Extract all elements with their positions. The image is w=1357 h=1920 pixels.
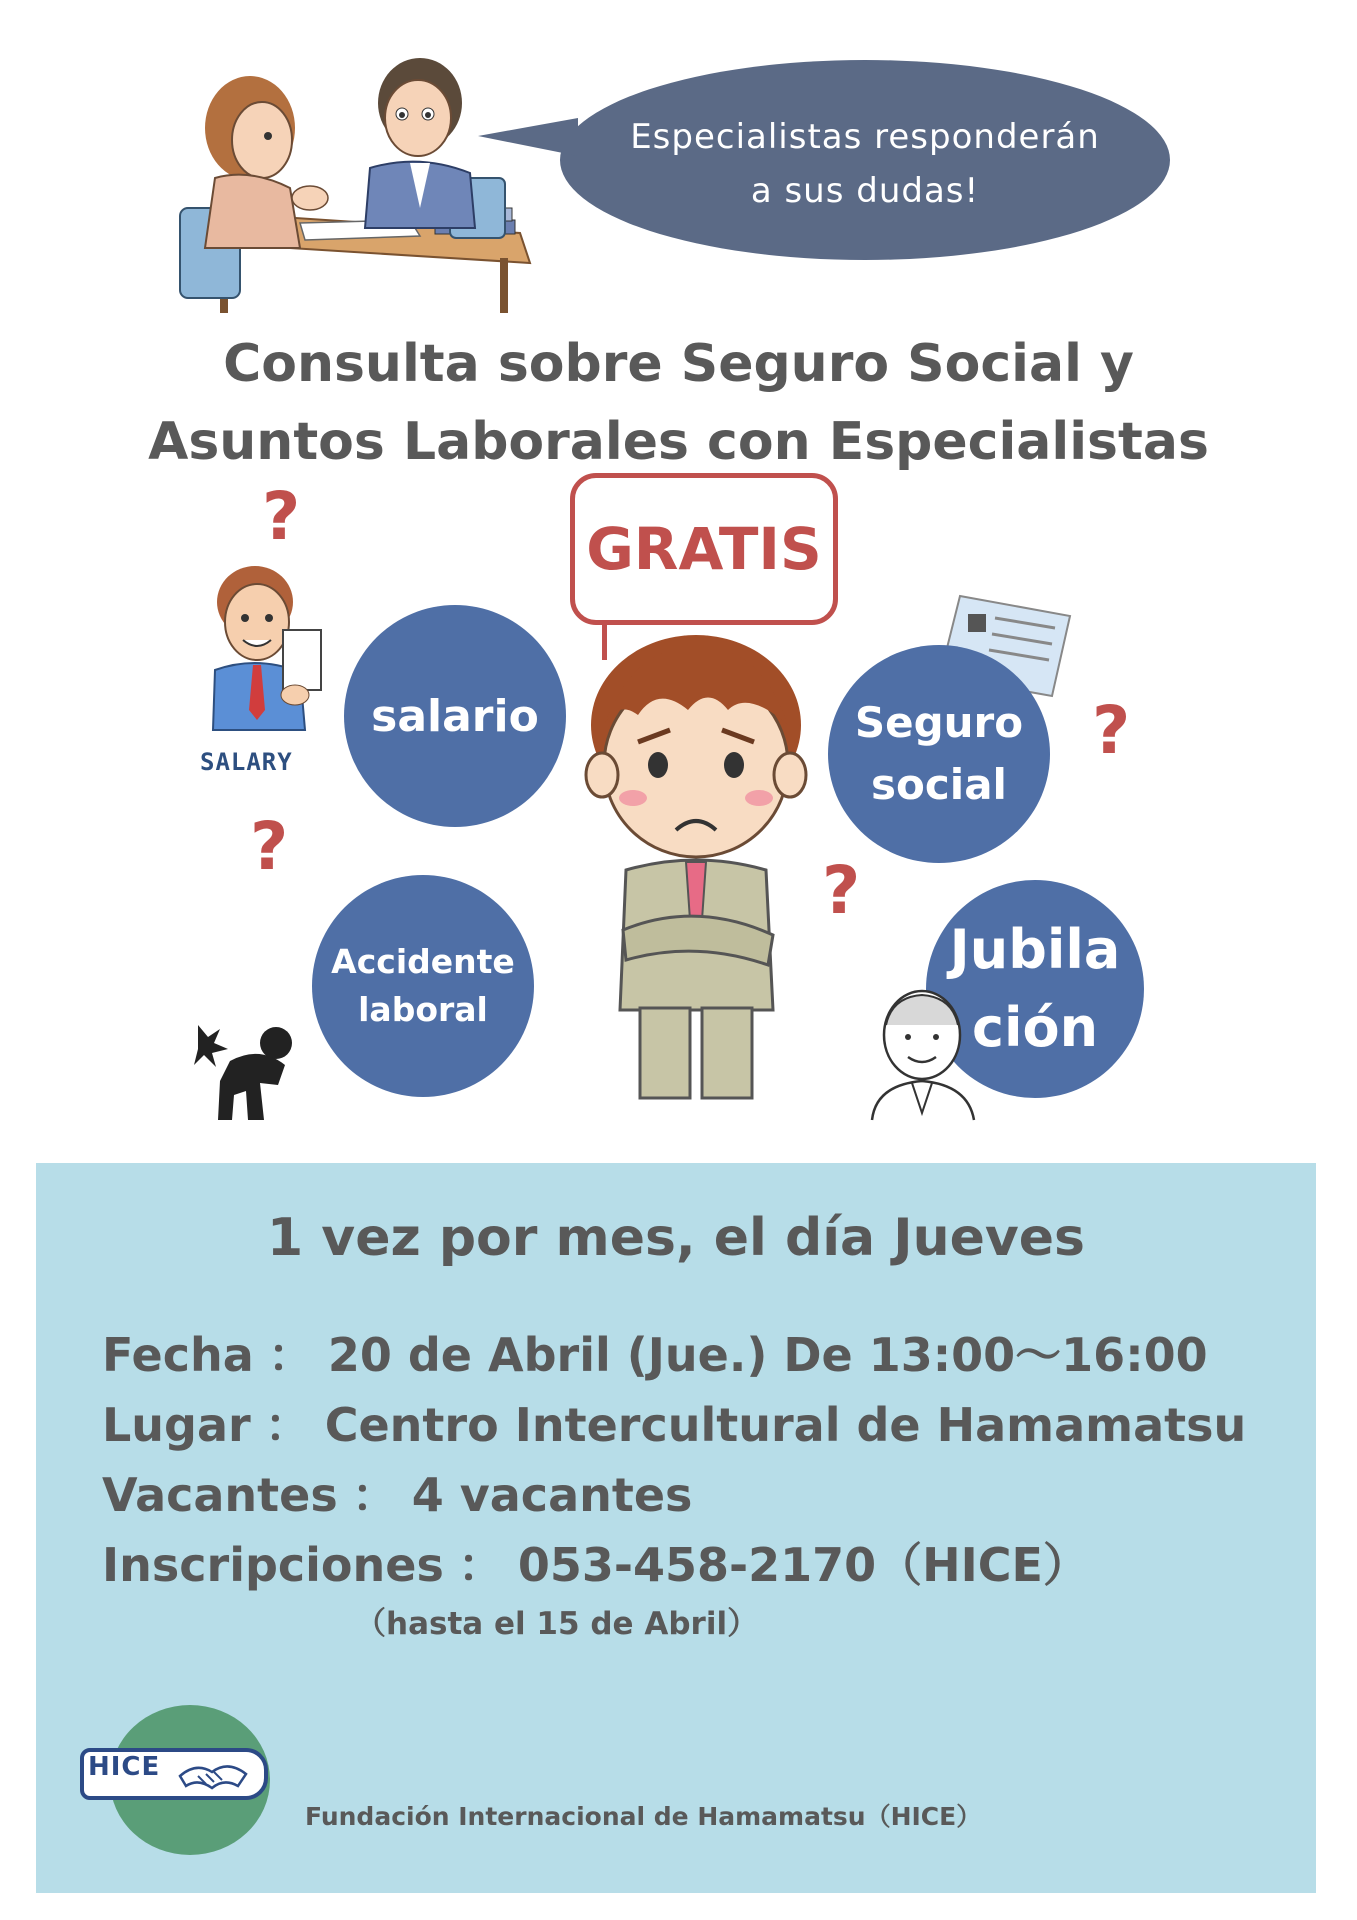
- question-mark-icon: ?: [250, 808, 289, 885]
- vacantes-row: [102, 1460, 1246, 1530]
- injured-worker-icon: [190, 1005, 310, 1125]
- separator: ：: [351, 1468, 398, 1522]
- lugar-label: Lugar: [102, 1398, 251, 1452]
- bubble-line-1: Especialistas responderán: [630, 117, 1100, 157]
- topic-salario-label: salario: [371, 690, 539, 742]
- question-mark-icon: ?: [262, 478, 301, 555]
- page-title: [120, 325, 1237, 481]
- inscripciones-row: [102, 1530, 1246, 1600]
- inscripciones-label: Inscripciones: [102, 1538, 444, 1592]
- lugar-row: [102, 1390, 1246, 1460]
- hice-logo-text: HICE: [88, 1752, 161, 1782]
- topic-salario: [344, 605, 566, 827]
- consultation-illustration: [180, 48, 540, 318]
- worried-boy-illustration: [578, 630, 818, 1108]
- fecha-value: 20 de Abril (Jue.) De 13:00～16:00: [327, 1328, 1208, 1382]
- frequency-heading: 1 vez por mes, el día Jueves: [267, 1208, 1085, 1268]
- topic-jubila-line-1: Jubila: [949, 918, 1121, 981]
- title-line-2: Asuntos Laborales con Especialistas: [148, 412, 1209, 472]
- topic-seguro-line-2: social: [871, 760, 1007, 809]
- salary-sign: SALARY: [200, 748, 293, 776]
- event-details: [102, 1320, 1246, 1600]
- separator: ：: [457, 1538, 504, 1592]
- vacantes-label: Vacantes: [102, 1468, 338, 1522]
- title-line-1: Consulta sobre Seguro Social y: [223, 334, 1134, 394]
- elderly-man-illustration: [862, 985, 992, 1120]
- gratis-badge: [570, 473, 838, 625]
- fecha-row: [102, 1320, 1246, 1390]
- bubble-line-2: a sus dudas!: [750, 171, 980, 211]
- registration-deadline: （hasta el 15 de Abril）: [355, 1606, 759, 1642]
- topic-jubila-line-2: ción: [971, 996, 1099, 1059]
- question-mark-icon: ?: [822, 852, 861, 929]
- footer-organization: Fundación Internacional de Hamamatsu（HICE）: [305, 1802, 982, 1831]
- topic-accidente-line-1: Accidente: [331, 942, 515, 981]
- topic-seguro-line-1: Seguro: [854, 698, 1024, 747]
- lugar-value: Centro Intercultural de Hamamatsu: [324, 1398, 1247, 1452]
- fecha-label: Fecha: [102, 1328, 254, 1382]
- question-mark-icon: ?: [1092, 692, 1131, 769]
- separator: ：: [264, 1398, 311, 1452]
- handshake-icon: [178, 1756, 248, 1796]
- topic-accidente-line-2: laboral: [358, 990, 488, 1029]
- topic-seguro-social: [828, 645, 1050, 863]
- speech-bubble-text: [600, 110, 1130, 218]
- salary-man-illustration: [195, 560, 335, 760]
- speech-bubble-tail: [478, 118, 578, 158]
- vacantes-value: 4 vacantes: [411, 1468, 693, 1522]
- topic-accidente-laboral: [312, 875, 534, 1097]
- separator: ：: [267, 1328, 314, 1382]
- gratis-label: GRATIS: [586, 515, 822, 583]
- inscripciones-value: 053-458-2170（HICE）: [517, 1538, 1089, 1592]
